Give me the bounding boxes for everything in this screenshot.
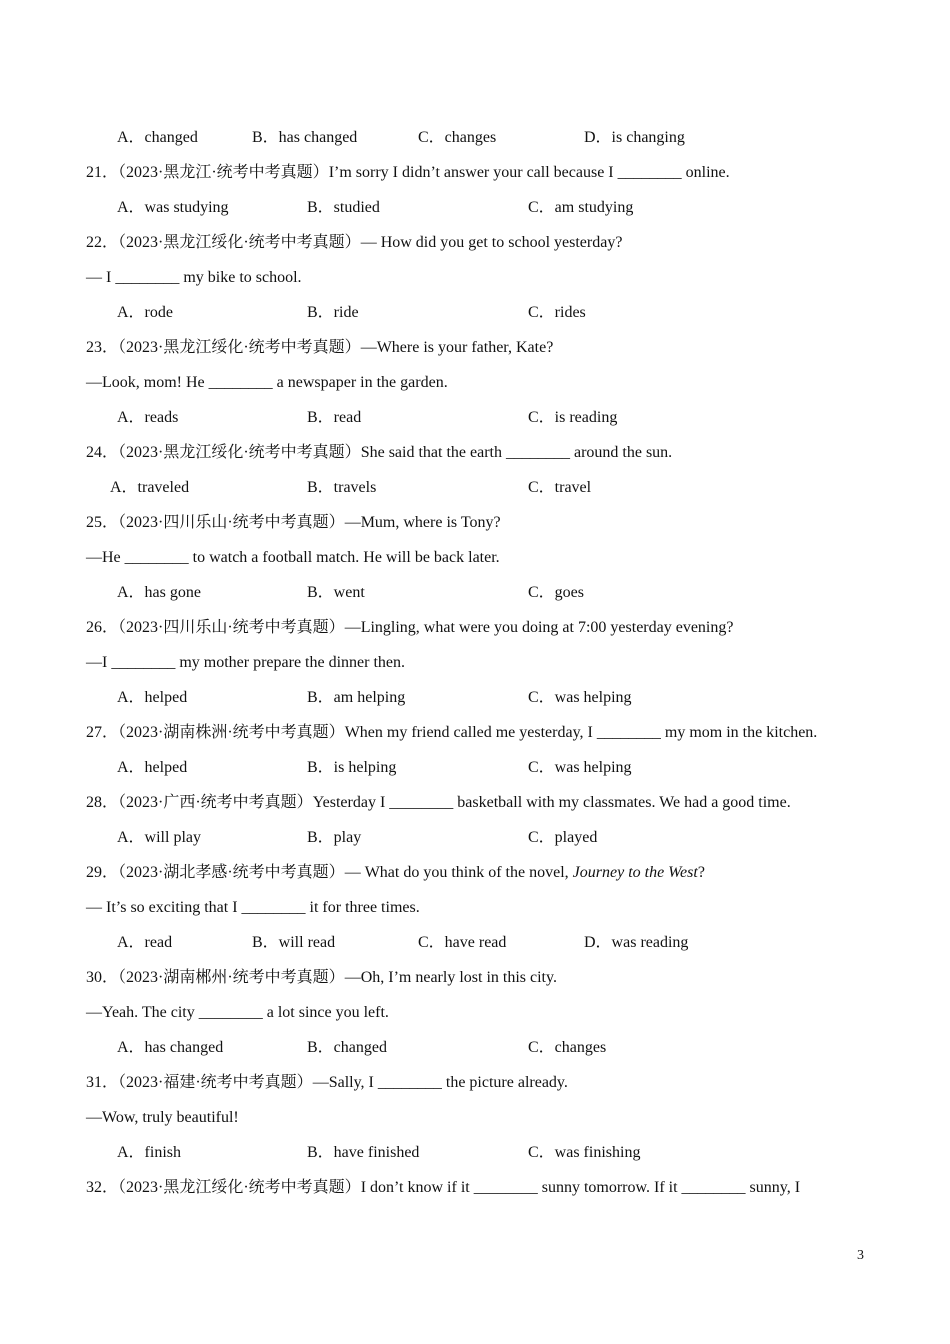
q21-option-c: C．am studying bbox=[528, 199, 634, 216]
q23-option-a: A．reads bbox=[117, 409, 179, 426]
question-30 bbox=[86, 968, 557, 988]
q28-option-b: B．play bbox=[307, 829, 362, 846]
question-number: 24． bbox=[86, 444, 119, 461]
question-29 bbox=[86, 863, 705, 883]
question-number: 28． bbox=[86, 794, 119, 811]
question-source: （2023·四川乐山·统考中考真题） bbox=[118, 619, 345, 636]
q26-option-c: C．was helping bbox=[528, 689, 632, 706]
question-source: （2023·湖北孝感·统考中考真题） bbox=[118, 864, 345, 881]
intro-option-b: B．has changed bbox=[252, 129, 358, 146]
question-source: （2023·黑龙江绥化·统考中考真题） bbox=[118, 234, 361, 251]
question-number: 26． bbox=[86, 619, 119, 636]
question-text: —Lingling, what were you doing at 7:00 yesterday evening? bbox=[344, 619, 734, 636]
q23-option-b: B．read bbox=[307, 409, 362, 426]
question-text: — How did you get to school yesterday? bbox=[360, 234, 623, 251]
q25-option-a: A．has gone bbox=[117, 584, 201, 601]
question-text: She said that the earth ________ around the sun. bbox=[360, 444, 673, 461]
question-source: （2023·黑龙江绥化·统考中考真题） bbox=[118, 444, 361, 461]
q23-reply: —Look, mom! He ________ a newspaper in the garden. bbox=[86, 374, 448, 391]
question-31 bbox=[86, 1073, 568, 1093]
question-number: 31． bbox=[86, 1074, 119, 1091]
q30-reply: —Yeah. The city ________ a lot since you left. bbox=[86, 1004, 389, 1021]
question-text: —Where is your father, Kate? bbox=[360, 339, 554, 356]
intro-option-c: C．changes bbox=[418, 129, 497, 146]
q29-option-b: B．will read bbox=[252, 934, 336, 951]
intro-option-d: D．is changing bbox=[584, 129, 685, 146]
q29-option-c: C．have read bbox=[418, 934, 507, 951]
q26-option-b: B．am helping bbox=[307, 689, 406, 706]
question-23 bbox=[86, 338, 553, 358]
q25-reply: —He ________ to watch a football match. He will be back later. bbox=[86, 549, 500, 566]
q22-option-a: A．rode bbox=[117, 304, 173, 321]
question-text: —Oh, I’m nearly lost in this city. bbox=[344, 969, 557, 986]
q24-option-b: B．travels bbox=[307, 479, 377, 496]
question-source: （2023·黑龙江绥化·统考中考真题） bbox=[118, 1179, 361, 1196]
question-source: （2023·四川乐山·统考中考真题） bbox=[118, 514, 345, 531]
question-22 bbox=[86, 233, 622, 253]
q27-option-b: B．is helping bbox=[307, 759, 397, 776]
question-text: I don’t know if it ________ sunny tomorrow. If it ________ sunny, I bbox=[360, 1179, 801, 1196]
question-number: 23． bbox=[86, 339, 119, 356]
q22-option-b: B．ride bbox=[307, 304, 359, 321]
q27-option-c: C．was helping bbox=[528, 759, 632, 776]
q31-reply: —Wow, truly beautiful! bbox=[86, 1109, 239, 1126]
question-text: —Mum, where is Tony? bbox=[344, 514, 501, 531]
question-28 bbox=[86, 793, 791, 813]
q29-option-a: A．read bbox=[117, 934, 173, 951]
question-25 bbox=[86, 513, 501, 533]
question-number: 22． bbox=[86, 234, 119, 251]
question-26 bbox=[86, 618, 733, 638]
q21-option-b: B．studied bbox=[307, 199, 380, 216]
question-27 bbox=[86, 723, 817, 743]
q30-option-b: B．changed bbox=[307, 1039, 387, 1056]
q24-option-a: A．traveled bbox=[110, 479, 190, 496]
question-source: （2023·黑龙江·统考中考真题） bbox=[118, 164, 329, 181]
q26-option-a: A．helped bbox=[117, 689, 188, 706]
question-source: （2023·湖南郴州·统考中考真题） bbox=[118, 969, 345, 986]
q28-option-c: C．played bbox=[528, 829, 598, 846]
q21-option-a: A．was studying bbox=[117, 199, 229, 216]
q31-option-a: A．finish bbox=[117, 1144, 182, 1161]
q29-option-d: D．was reading bbox=[584, 934, 689, 951]
question-text-end: ? bbox=[697, 864, 705, 881]
q26-reply: —I ________ my mother prepare the dinner then. bbox=[86, 654, 406, 671]
q31-option-b: B．have finished bbox=[307, 1144, 420, 1161]
question-number: 21． bbox=[86, 164, 119, 181]
q28-option-a: A．will play bbox=[117, 829, 201, 846]
novel-title: Journey to the West bbox=[572, 864, 698, 881]
page-number: 3 bbox=[857, 1248, 864, 1263]
question-number: 32． bbox=[86, 1179, 119, 1196]
q22-reply: — I ________ my bike to school. bbox=[86, 269, 302, 286]
question-text: When my friend called me yesterday, I ________ my mom in the kitchen. bbox=[344, 724, 818, 741]
q25-option-b: B．went bbox=[307, 584, 365, 601]
question-32 bbox=[86, 1178, 800, 1198]
question-text: —Sally, I ________ the picture already. bbox=[312, 1074, 568, 1091]
question-number: 25． bbox=[86, 514, 119, 531]
question-text: — What do you think of the novel, bbox=[344, 864, 573, 881]
question-21 bbox=[86, 163, 730, 183]
q30-option-a: A．has changed bbox=[117, 1039, 224, 1056]
question-number: 29． bbox=[86, 864, 119, 881]
question-24 bbox=[86, 443, 672, 463]
intro-option-a: A．changed bbox=[117, 129, 198, 146]
question-number: 30． bbox=[86, 969, 119, 986]
question-source: （2023·福建·统考中考真题） bbox=[118, 1074, 313, 1091]
q23-option-c: C．is reading bbox=[528, 409, 618, 426]
q29-reply: — It’s so exciting that I ________ it for three times. bbox=[86, 899, 420, 916]
question-text: I’m sorry I didn’t answer your call because I ________ online. bbox=[328, 164, 730, 181]
q27-option-a: A．helped bbox=[117, 759, 188, 776]
q22-option-c: C．rides bbox=[528, 304, 586, 321]
question-source: （2023·湖南株洲·统考中考真题） bbox=[118, 724, 345, 741]
q30-option-c: C．changes bbox=[528, 1039, 607, 1056]
q24-option-c: C．travel bbox=[528, 479, 592, 496]
question-text: Yesterday I ________ basketball with my classmates. We had a good time. bbox=[312, 794, 791, 811]
q31-option-c: C．was finishing bbox=[528, 1144, 641, 1161]
question-source: （2023·广西·统考中考真题） bbox=[118, 794, 313, 811]
q25-option-c: C．goes bbox=[528, 584, 585, 601]
question-number: 27． bbox=[86, 724, 119, 741]
question-source: （2023·黑龙江绥化·统考中考真题） bbox=[118, 339, 361, 356]
